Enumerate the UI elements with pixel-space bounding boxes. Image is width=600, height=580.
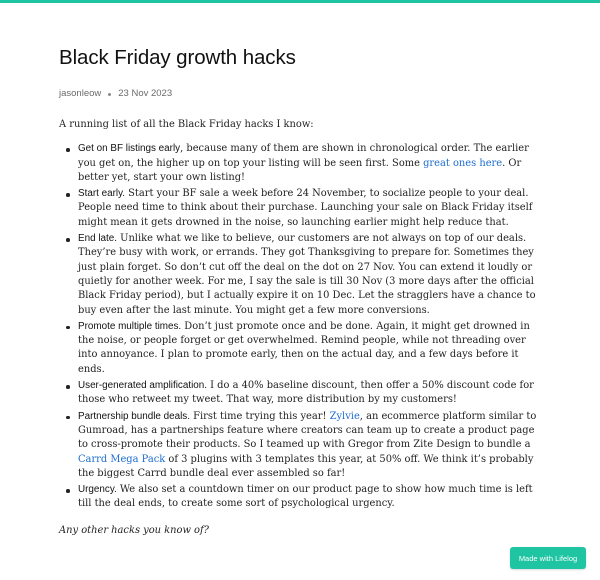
post-meta — [59, 88, 541, 100]
author-name[interactable]: jasonleow — [59, 88, 102, 99]
item-text: of 3 plugins with 3 templates this year, at 50% off. We think it’s probably the biggest Carrd bundle deal ever assembled so far! — [78, 453, 534, 479]
post-title: Black Friday growth hacks — [59, 46, 296, 69]
item-text: Start your BF sale a week before 24 November, to socialize people to your deal. People need time to think about their purchase. Launching your sale on Black Friday itself might mean it gets drowned in the noise, so launching earlier might help reduce that. — [78, 188, 533, 228]
item-text: , because many of them are shown in chronological order. The earlier you get on, the higher up on top your listing will be seen first. Some — [78, 143, 529, 169]
item-text: I do a 40% baseline discount, then offer a 50% discount code for those who retweet my tweet. That way, more distribution by my customers! — [78, 380, 534, 406]
list-item — [78, 142, 541, 187]
list-item — [78, 320, 541, 379]
list-item — [78, 187, 541, 232]
made-with-lifelog-button[interactable]: Made with Lifelog — [510, 547, 586, 569]
blog-post — [59, 44, 541, 548]
item-text: First time trying this year! — [190, 410, 330, 422]
item-lead: End late. — [78, 233, 117, 245]
item-lead: Partnership bundle deals. — [78, 410, 190, 422]
item-lead: Urgency. — [78, 484, 117, 496]
item-text: , an ecommerce platform similar to Gumroad, has a partnerships feature where creators can team up to create a product page to cross-promote their products. So I teamed up with Gregor from Zite Design to bundle a — [78, 410, 537, 451]
closing-question: Any other hacks you know of? — [59, 524, 209, 536]
post-date: 23 Nov 2023 — [118, 88, 173, 99]
separator-dot-icon — [108, 93, 111, 96]
item-lead: User-generated amplification. — [78, 380, 207, 392]
item-lead: Promote multiple times. — [78, 320, 182, 332]
top-accent-bar — [0, 0, 600, 3]
item-text: . Or better yet, start your own listing! — [78, 157, 522, 183]
hacks-list — [59, 142, 541, 513]
list-item — [78, 379, 541, 410]
carrd-mega-pack-link[interactable]: Carrd Mega Pack — [78, 453, 166, 465]
item-lead: Start early. — [78, 188, 126, 200]
zylvie-link[interactable]: Zylvie — [329, 410, 360, 422]
intro-paragraph: A running list of all the Black Friday hacks I know: — [59, 119, 314, 130]
list-item — [78, 232, 541, 320]
item-text: Unlike what we like to believe, our customers are not always on top of our deals. They’re busy with work, or errands. They got Thanksgiving to prepare for. Sometimes they just plain forget. So don’t cut off the deal on the dot on 27 Nov. You can extend it loudly or quietly for another week. For me, I say the sale is till 30 Nov (3 more days after the official Black Friday period), but I actually expire it on 10 Dec. Let the stragglers have a chance to buy even after the last minute. You might get a few more conversions. — [78, 233, 536, 316]
item-text: Don’t just promote once and be done. Again, it might get drowned in the noise, or people forget or get overwhelmed. Remind people, while not threading over into annoyance. I plan to promote early, then on the actual day, and a few days before it ends. — [78, 320, 530, 375]
list-item — [78, 483, 541, 514]
item-text: We also set a countdown timer on our product page to show how much time is left till the deal ends, to create some sort of psychological urgency. — [78, 484, 533, 510]
item-lead: Get on BF listings early — [78, 143, 181, 155]
list-item — [78, 410, 541, 483]
great-ones-here-link[interactable]: great ones here — [423, 157, 503, 169]
